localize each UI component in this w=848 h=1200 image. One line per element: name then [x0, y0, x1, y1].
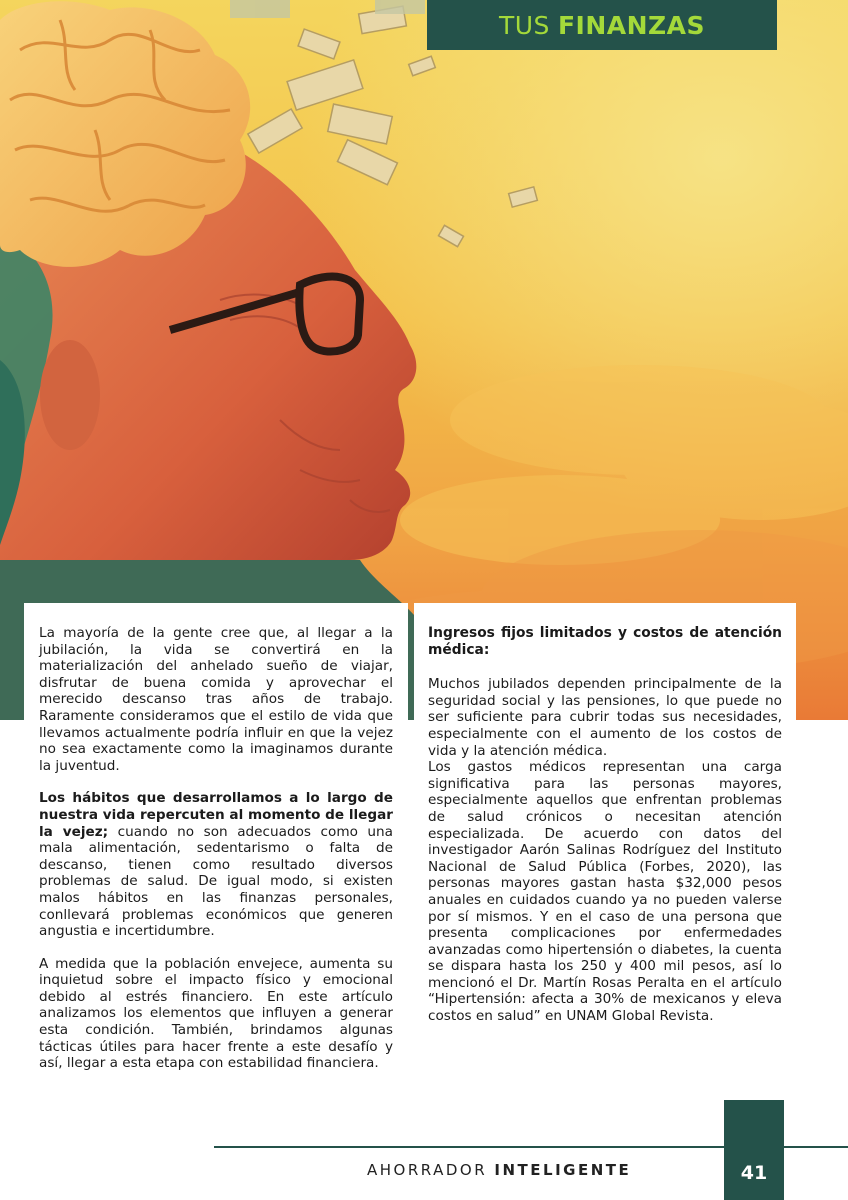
section-heading: Ingresos fijos limitados y costos de atención médica:: [428, 625, 782, 658]
aging-paragraph: A medida que la población envejece, aumenta su inquietud sobre el impacto físico y emocional debido al estrés financiero. En este artículo analizamos los elementos que influyen a generar esta condición. También, brindamos algunas tácticas útiles para hacer frente a este desafío y así, llegar a esta etapa con estabilidad financiera.: [39, 955, 393, 1072]
left-column: [24, 603, 408, 1145]
habits-text: cuando no son adecuados como una mala alimentación, sedentarismo o falta de descanso, tienen como resultado diversos problemas de salud. De igual modo, si existen malos hábitos en las finanzas personales, conllevará problemas económicos que generen angustia e incertidumbre.: [39, 823, 393, 940]
income-paragraph: Muchos jubilados dependen principalmente de la seguridad social y las pensiones, lo que puede no ser suficiente para cubrir todas sus necesidades, especialmente con el aumento de los costos de vida y la atención médica.: [428, 676, 782, 759]
section-word-light: TUS: [498, 10, 550, 40]
page-number: 41: [740, 1162, 768, 1184]
section-tag: [427, 0, 777, 50]
medical-costs-paragraph: Los gastos médicos representan una carga significativa para las personas mayores, especialmente aquellos que enfrentan problemas de salud crónicos o necesitan atención especializada. De acuerdo con datos del investigador Aarón Salinas Rodríguez del Instituto Nacional de Salud Pública (Forbes, 2020), las personas mayores gastan hasta $32,000 pesos anuales en cuidados cuando ya no pueden valerse por sí mismos. Y en el caso de una persona que presenta complicaciones por enfermedades avanzadas como hipertensión o diabetes, la cuenta se dispara hasta los 250 y 400 mil pesos, así lo mencionó el Dr. Martín Rosas Peralta en el artículo “Hipertensión: afecta a 30% de mexicanos y eleva costos en salud” en UNAM Global Revista.: [428, 759, 782, 1025]
section-word-bold: FINANZAS: [557, 10, 705, 40]
intro-paragraph: La mayoría de la gente cree que, al llegar a la jubilación, la vida se convertirá en la materialización del anhelado sueño de viajar, disfrutar de buena comida y aprovechar el merecido descanso tras años de trabajo. Raramente consideramos que el estilo de vida que llevamos actualmente podría influir en que la vejez no sea exactamente como la imaginamos durante la juventud.: [39, 625, 393, 774]
footer-brand-light: AHORRADOR: [367, 1161, 488, 1179]
page-number-box: [724, 1100, 784, 1200]
habits-emphasis: Los hábitos que desarrollamos a lo largo de nuestra vida repercuten al momento de llegar la vejez;: [39, 790, 393, 840]
footer-brand: [367, 1161, 631, 1179]
right-column: [414, 603, 796, 1083]
footer-brand-bold: INTELIGENTE: [494, 1161, 632, 1179]
habits-paragraph: [39, 790, 393, 939]
